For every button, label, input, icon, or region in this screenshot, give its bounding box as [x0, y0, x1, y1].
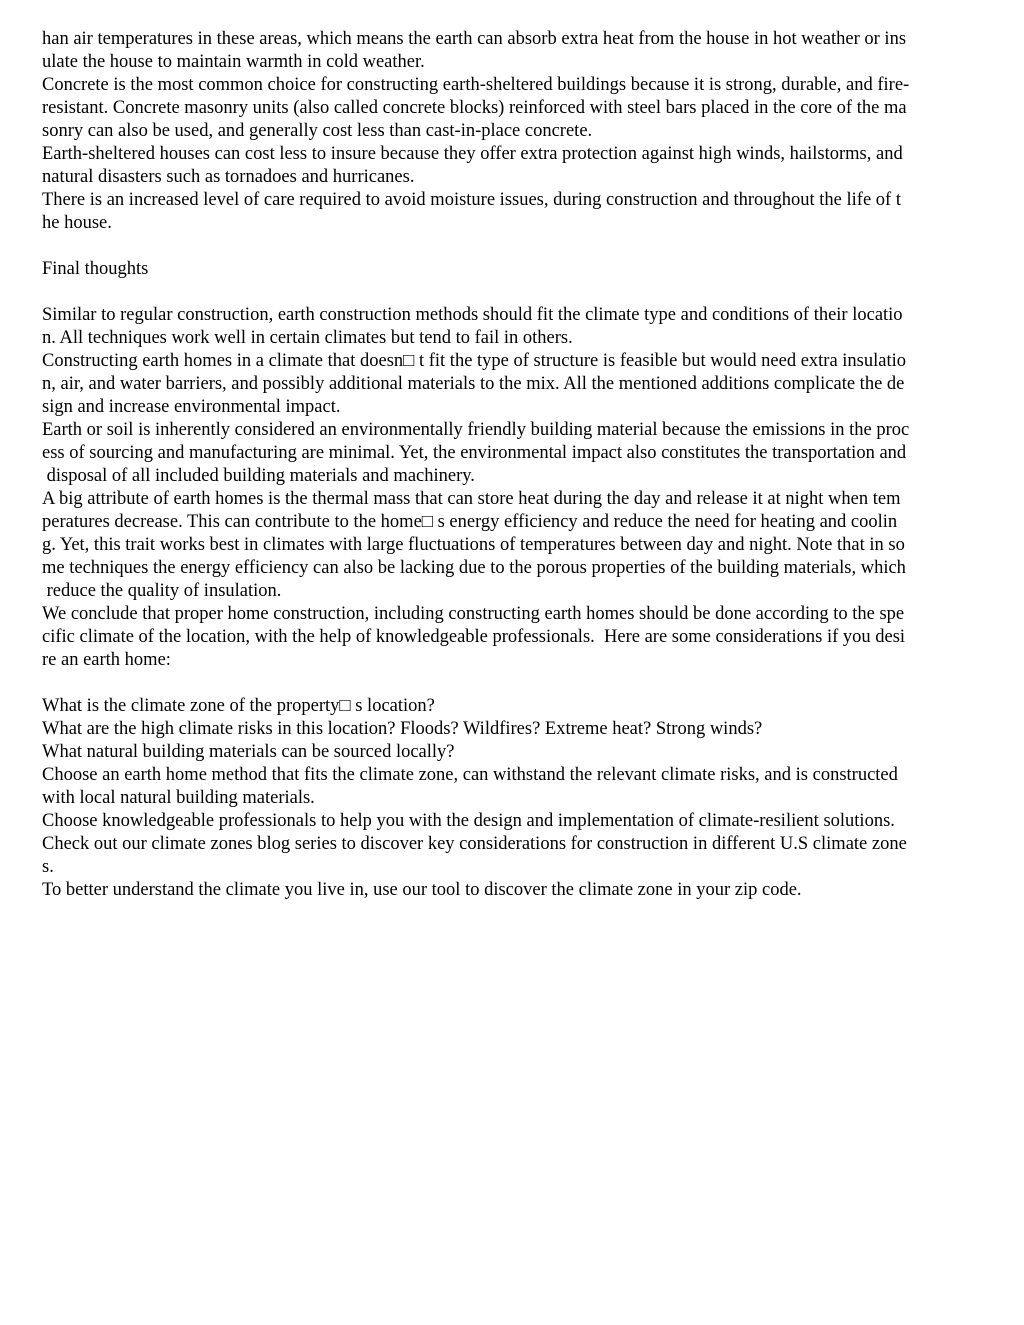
list-item: What are the high climate risks in this location? Floods? Wildfires? Extreme heat? Strong winds? — [42, 719, 763, 739]
text-line: cific climate of the location, with the help of knowledgeable professionals. Here are some considerations if you desi — [42, 627, 906, 647]
paragraph-spacer — [42, 672, 987, 695]
considerations-list — [42, 695, 987, 902]
text-line: disposal of all included building materials and machinery. — [42, 466, 475, 486]
intro-block — [42, 28, 987, 235]
list-item: Check out our climate zones blog series to discover key considerations for construction in different U.S climate zone — [42, 834, 907, 854]
text-line: reduce the quality of insulation. — [42, 581, 282, 601]
section-heading: Final thoughts — [42, 259, 149, 279]
list-item: Choose knowledgeable professionals to help you with the design and implementation of climate-resilient solutions. — [42, 811, 895, 831]
paragraph-spacer — [42, 281, 987, 304]
text-line: ulate the house to maintain warmth in cold weather. — [42, 52, 425, 72]
text-line: resistant. Concrete masonry units (also called concrete blocks) reinforced with steel bars placed in the core of the ma — [42, 98, 907, 118]
text-line: There is an increased level of care required to avoid moisture issues, during construction and throughout the life of t — [42, 190, 901, 210]
text-line: n. All techniques work well in certain climates but tend to fail in others. — [42, 328, 573, 348]
text-line: Constructing earth homes in a climate that doesn□ t fit the type of structure is feasible but would need extra insulatio — [42, 351, 907, 371]
document-page — [42, 28, 987, 902]
text-line: he house. — [42, 213, 112, 233]
text-line: sonry can also be used, and generally cost less than cast-in-place concrete. — [42, 121, 593, 141]
text-line: sign and increase environmental impact. — [42, 397, 341, 417]
list-item: s. — [42, 857, 54, 877]
text-line: A big attribute of earth homes is the thermal mass that can store heat during the day and release it at night when tem — [42, 489, 901, 509]
text-line: me techniques the energy efficiency can also be lacking due to the porous properties of the building materials, which — [42, 558, 906, 578]
list-item: To better understand the climate you live in, use our tool to discover the climate zone in your zip code. — [42, 880, 802, 900]
text-line: ess of sourcing and manufacturing are minimal. Yet, the environmental impact also constitutes the transportation and — [42, 443, 907, 463]
text-line: Concrete is the most common choice for constructing earth-sheltered buildings because it is strong, durable, and fire- — [42, 75, 910, 95]
paragraph-spacer — [42, 235, 987, 258]
text-line: g. Yet, this trait works best in climates with large fluctuations of temperatures between day and night. Note that in so — [42, 535, 905, 555]
text-line: Earth-sheltered houses can cost less to insure because they offer extra protection against high winds, hailstorms, and — [42, 144, 903, 164]
final-thoughts-block — [42, 304, 987, 672]
text-line: natural disasters such as tornadoes and hurricanes. — [42, 167, 415, 187]
text-line: Similar to regular construction, earth construction methods should fit the climate type and conditions of their locatio — [42, 305, 903, 325]
text-line: re an earth home: — [42, 650, 171, 670]
list-item: What is the climate zone of the property□ s location? — [42, 696, 435, 716]
text-line: n, air, and water barriers, and possibly additional materials to the mix. All the mentioned additions complicate the de — [42, 374, 905, 394]
text-line: han air temperatures in these areas, which means the earth can absorb extra heat from the house in hot weather or ins — [42, 29, 907, 49]
text-line: Earth or soil is inherently considered an environmentally friendly building material because the emissions in the proc — [42, 420, 910, 440]
list-item: What natural building materials can be sourced locally? — [42, 742, 455, 762]
text-line: We conclude that proper home construction, including constructing earth homes should be done according to the spe — [42, 604, 905, 624]
list-item: with local natural building materials. — [42, 788, 315, 808]
list-item: Choose an earth home method that fits the climate zone, can withstand the relevant climate risks, and is constructed — [42, 765, 898, 785]
text-line: peratures decrease. This can contribute to the home□ s energy efficiency and reduce the need for heating and coolin — [42, 512, 898, 532]
